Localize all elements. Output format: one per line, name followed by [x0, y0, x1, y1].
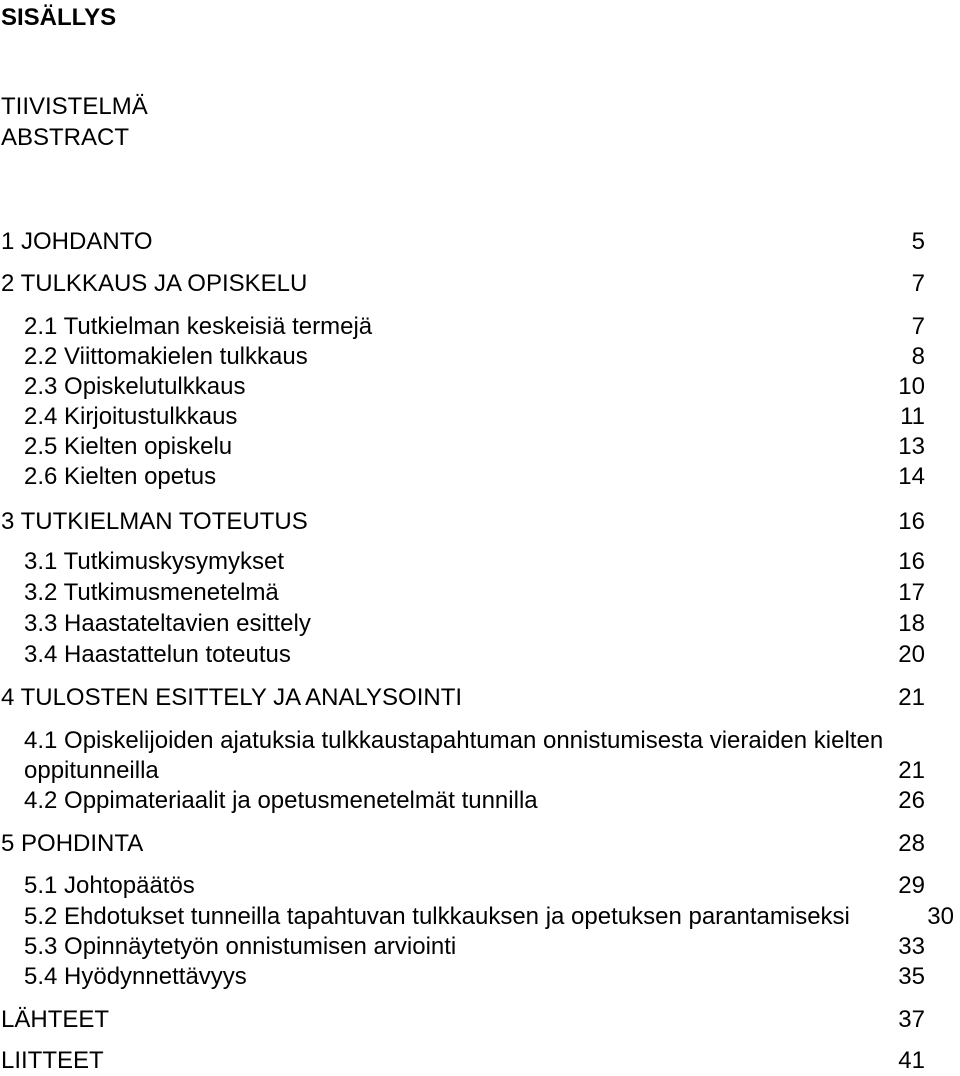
toc-entry-label: 2.6 Kielten opetus [24, 463, 217, 490]
toc-entry-page: 20 [898, 641, 925, 668]
toc-entry-section-5-3[interactable] [0, 932, 960, 962]
toc-entry-label: 2.1 Tutkielman keskeisiä termejä [24, 313, 373, 340]
toc-entry-page: 35 [898, 963, 925, 990]
toc-entry-page: 8 [911, 343, 925, 370]
toc-entry-section-3-1[interactable] [0, 547, 960, 577]
toc-entry-page: 30 [927, 903, 954, 930]
toc-entry-page: 13 [898, 433, 925, 460]
toc-entry-label: 5 POHDINTA [1, 830, 144, 857]
toc-entry-chapter-1[interactable] [0, 227, 960, 257]
toc-entry-label: 2 TULKKAUS JA OPISKELU [1, 270, 308, 297]
toc-entry-page: 28 [898, 830, 925, 857]
toc-entry-label: 3 TUTKIELMAN TOTEUTUS [1, 508, 308, 535]
toc-entry-section-2-5[interactable] [0, 432, 960, 462]
toc-entry-label: 2.5 Kielten opiskelu [24, 433, 233, 460]
toc-entry-label: 5.4 Hyödynnettävyys [24, 963, 247, 990]
toc-entry-label: LIITTEET [1, 1047, 104, 1074]
toc-entry-page: 37 [898, 1006, 925, 1033]
toc-entry-label: 2.2 Viittomakielen tulkkaus [24, 343, 308, 370]
toc-entry-page: 5 [911, 228, 925, 255]
toc-entry-label: 3.3 Haastateltavien esittely [24, 610, 311, 637]
toc-title: SISÄLLYS [1, 4, 117, 31]
toc-entry-page: 16 [898, 508, 925, 535]
toc-entry-chapter-2[interactable] [0, 269, 960, 299]
toc-entry-section-5-1[interactable] [0, 871, 960, 901]
toc-entry-label: 2.3 Opiskelutulkkaus [24, 373, 246, 400]
toc-entry-section-2-1[interactable] [0, 312, 960, 342]
toc-entry-chapter-4[interactable] [0, 683, 960, 713]
toc-entry-label: 1 JOHDANTO [1, 228, 153, 255]
toc-entry-section-3-3[interactable] [0, 609, 960, 639]
toc-entry-page: 26 [898, 787, 925, 814]
toc-entry-section-4-2[interactable] [0, 786, 960, 816]
toc-entry-page: 10 [898, 373, 925, 400]
toc-entry-label: 3.1 Tutkimuskysymykset [24, 548, 285, 575]
toc-entry-label: 5.3 Opinnäytetyön onnistumisen arviointi [24, 933, 457, 960]
toc-entry-references[interactable] [0, 1005, 960, 1035]
toc-entry-page: 29 [898, 872, 925, 899]
toc-entry-chapter-5[interactable] [0, 829, 960, 859]
toc-entry-label: 4 TULOSTEN ESITTELY JA ANALYSOINTI [1, 684, 463, 711]
toc-entry-page: 18 [898, 610, 925, 637]
front-matter-abstract-fi: TIIVISTELMÄ [1, 93, 148, 120]
toc-entry-page: 7 [911, 270, 925, 297]
toc-entry-label: LÄHTEET [1, 1006, 110, 1033]
toc-entry-section-5-4[interactable] [0, 962, 960, 992]
toc-entry-label: oppitunneilla [24, 757, 159, 784]
toc-entry-label: 2.4 Kirjoitustulkkaus [24, 403, 238, 430]
toc-entry-page: 21 [898, 757, 925, 784]
toc-entry-section-2-2[interactable] [0, 342, 960, 372]
toc-entry-label: 4.2 Oppimateriaalit ja opetusmenetelmät tunnilla [24, 787, 538, 814]
toc-entry-appendices[interactable] [0, 1046, 960, 1076]
toc-entry-page: 33 [898, 933, 925, 960]
toc-entry-chapter-3[interactable] [0, 507, 960, 537]
toc-entry-section-3-4[interactable] [0, 640, 960, 670]
toc-entry-section-2-6[interactable] [0, 462, 960, 492]
toc-entry-section-4-1[interactable] [0, 756, 960, 786]
toc-entry-label: 5.2 Ehdotukset tunneilla tapahtuvan tulkkauksen ja opetuksen parantamiseksi [24, 903, 850, 930]
toc-entry-label: 3.4 Haastattelun toteutus [24, 641, 291, 668]
toc-entry-page: 21 [898, 684, 925, 711]
toc-entry-section-3-2[interactable] [0, 578, 960, 608]
toc-entry-label: 3.2 Tutkimusmenetelmä [24, 579, 279, 606]
toc-entry-section-2-3[interactable] [0, 372, 960, 402]
toc-entry-page: 14 [898, 463, 925, 490]
toc-entry-page: 16 [898, 548, 925, 575]
toc-entry-page: 17 [898, 579, 925, 606]
toc-entry-section-2-4[interactable] [0, 402, 960, 432]
toc-entry-section-4-1-line-1[interactable]: 4.1 Opiskelijoiden ajatuksia tulkkaustapahtuman onnistumisesta vieraiden kielten [24, 727, 884, 754]
toc-entry-label: 5.1 Johtopäätös [24, 872, 195, 899]
front-matter-abstract-en: ABSTRACT [1, 124, 130, 151]
toc-entry-section-5-2[interactable] [0, 902, 960, 932]
toc-entry-page: 41 [898, 1047, 925, 1074]
toc-entry-page: 11 [900, 403, 925, 430]
toc-entry-page: 7 [911, 313, 925, 340]
